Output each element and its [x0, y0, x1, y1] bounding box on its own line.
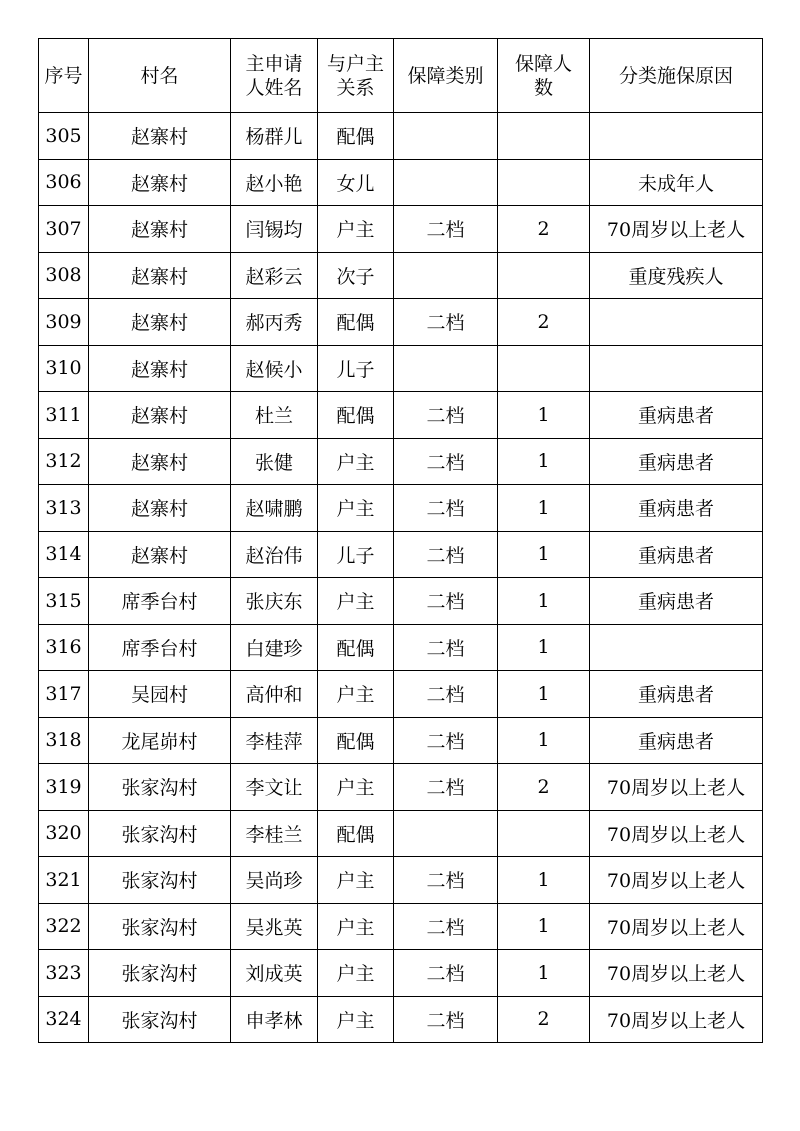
cell-name: 闫锡均 — [231, 206, 318, 253]
table-row — [39, 531, 763, 578]
cell-village: 赵寨村 — [89, 299, 231, 346]
cell-count: 1 — [498, 531, 590, 578]
cell-count: 2 — [498, 996, 590, 1043]
table-row — [39, 764, 763, 811]
cell-category: 二档 — [394, 299, 498, 346]
cell-count: 1 — [498, 392, 590, 439]
cell-relation: 户主 — [318, 857, 394, 904]
cell-relation: 户主 — [318, 671, 394, 718]
header-reason: 分类施保原因 — [590, 39, 763, 113]
cell-reason: 70周岁以上老人 — [590, 764, 763, 811]
table-row — [39, 578, 763, 625]
cell-name: 李文让 — [231, 764, 318, 811]
cell-relation: 户主 — [318, 764, 394, 811]
cell-reason: 重病患者 — [590, 717, 763, 764]
cell-village: 吴园村 — [89, 671, 231, 718]
cell-name: 郝丙秀 — [231, 299, 318, 346]
cell-seq: 312 — [39, 438, 89, 485]
cell-relation: 户主 — [318, 485, 394, 532]
cell-reason: 70周岁以上老人 — [590, 950, 763, 997]
cell-name: 赵小艳 — [231, 159, 318, 206]
cell-count: 2 — [498, 299, 590, 346]
cell-category: 二档 — [394, 996, 498, 1043]
cell-count: 2 — [498, 206, 590, 253]
cell-name: 李桂萍 — [231, 717, 318, 764]
cell-name: 张庆东 — [231, 578, 318, 625]
cell-relation: 配偶 — [318, 717, 394, 764]
cell-relation: 配偶 — [318, 299, 394, 346]
cell-seq: 318 — [39, 717, 89, 764]
cell-village: 赵寨村 — [89, 206, 231, 253]
cell-count: 2 — [498, 764, 590, 811]
table-row — [39, 206, 763, 253]
cell-name: 刘成英 — [231, 950, 318, 997]
cell-reason: 未成年人 — [590, 159, 763, 206]
cell-name: 高仲和 — [231, 671, 318, 718]
cell-relation: 户主 — [318, 206, 394, 253]
cell-village: 赵寨村 — [89, 438, 231, 485]
cell-village: 张家沟村 — [89, 996, 231, 1043]
cell-count: 1 — [498, 857, 590, 904]
cell-seq: 314 — [39, 531, 89, 578]
cell-category: 二档 — [394, 903, 498, 950]
cell-village: 张家沟村 — [89, 950, 231, 997]
table-row — [39, 345, 763, 392]
cell-seq: 320 — [39, 810, 89, 857]
header-seq: 序号 — [39, 39, 89, 113]
table-row — [39, 857, 763, 904]
header-category: 保障类别 — [394, 39, 498, 113]
cell-village: 张家沟村 — [89, 857, 231, 904]
cell-category — [394, 252, 498, 299]
assistance-roster-table — [38, 38, 763, 1043]
cell-count: 1 — [498, 717, 590, 764]
header-relation: 与户主关系 — [318, 39, 394, 113]
cell-count: 1 — [498, 578, 590, 625]
table-row — [39, 485, 763, 532]
table-row — [39, 810, 763, 857]
cell-reason: 70周岁以上老人 — [590, 206, 763, 253]
cell-relation: 户主 — [318, 950, 394, 997]
cell-name: 张健 — [231, 438, 318, 485]
cell-count — [498, 810, 590, 857]
cell-seq: 319 — [39, 764, 89, 811]
cell-name: 吴兆英 — [231, 903, 318, 950]
cell-count — [498, 113, 590, 160]
cell-reason: 重病患者 — [590, 392, 763, 439]
cell-count — [498, 252, 590, 299]
cell-name: 吴尚珍 — [231, 857, 318, 904]
table-row — [39, 392, 763, 439]
cell-category: 二档 — [394, 950, 498, 997]
cell-village: 席季台村 — [89, 624, 231, 671]
cell-relation: 户主 — [318, 996, 394, 1043]
table-row — [39, 438, 763, 485]
cell-count: 1 — [498, 950, 590, 997]
table-row — [39, 996, 763, 1043]
cell-name: 杨群儿 — [231, 113, 318, 160]
header-applicant: 主申请人姓名 — [231, 39, 318, 113]
cell-seq: 324 — [39, 996, 89, 1043]
cell-name: 赵啸鹏 — [231, 485, 318, 532]
cell-count: 1 — [498, 624, 590, 671]
cell-name: 赵彩云 — [231, 252, 318, 299]
cell-category — [394, 810, 498, 857]
cell-reason — [590, 299, 763, 346]
cell-village: 赵寨村 — [89, 345, 231, 392]
cell-name: 李桂兰 — [231, 810, 318, 857]
header-village: 村名 — [89, 39, 231, 113]
cell-reason: 70周岁以上老人 — [590, 903, 763, 950]
cell-seq: 306 — [39, 159, 89, 206]
cell-relation: 户主 — [318, 578, 394, 625]
cell-category — [394, 159, 498, 206]
cell-village: 赵寨村 — [89, 159, 231, 206]
cell-category: 二档 — [394, 438, 498, 485]
table-row — [39, 903, 763, 950]
cell-category: 二档 — [394, 764, 498, 811]
cell-name: 白建珍 — [231, 624, 318, 671]
cell-reason: 重度残疾人 — [590, 252, 763, 299]
cell-relation: 女儿 — [318, 159, 394, 206]
cell-seq: 309 — [39, 299, 89, 346]
cell-relation: 户主 — [318, 438, 394, 485]
cell-category: 二档 — [394, 531, 498, 578]
cell-category: 二档 — [394, 717, 498, 764]
cell-reason: 重病患者 — [590, 671, 763, 718]
cell-relation: 配偶 — [318, 392, 394, 439]
table-row — [39, 252, 763, 299]
cell-relation: 配偶 — [318, 810, 394, 857]
cell-seq: 308 — [39, 252, 89, 299]
cell-name: 赵治伟 — [231, 531, 318, 578]
cell-category: 二档 — [394, 392, 498, 439]
cell-reason: 70周岁以上老人 — [590, 810, 763, 857]
table-row — [39, 717, 763, 764]
cell-relation: 配偶 — [318, 624, 394, 671]
cell-seq: 323 — [39, 950, 89, 997]
table-row — [39, 950, 763, 997]
cell-count — [498, 159, 590, 206]
table-body — [39, 113, 763, 1043]
table-row — [39, 113, 763, 160]
cell-village: 赵寨村 — [89, 113, 231, 160]
cell-seq: 322 — [39, 903, 89, 950]
cell-reason: 重病患者 — [590, 531, 763, 578]
cell-count — [498, 345, 590, 392]
cell-reason: 重病患者 — [590, 438, 763, 485]
cell-reason — [590, 624, 763, 671]
cell-seq: 310 — [39, 345, 89, 392]
cell-category: 二档 — [394, 671, 498, 718]
cell-reason — [590, 345, 763, 392]
cell-village: 席季台村 — [89, 578, 231, 625]
table-row — [39, 624, 763, 671]
header-count: 保障人数 — [498, 39, 590, 113]
cell-seq: 316 — [39, 624, 89, 671]
cell-relation: 儿子 — [318, 345, 394, 392]
cell-village: 龙尾峁村 — [89, 717, 231, 764]
cell-relation: 次子 — [318, 252, 394, 299]
cell-count: 1 — [498, 903, 590, 950]
cell-seq: 313 — [39, 485, 89, 532]
cell-village: 赵寨村 — [89, 485, 231, 532]
cell-reason — [590, 113, 763, 160]
cell-name: 杜兰 — [231, 392, 318, 439]
cell-seq: 321 — [39, 857, 89, 904]
table-row — [39, 671, 763, 718]
cell-category: 二档 — [394, 624, 498, 671]
cell-name: 赵候小 — [231, 345, 318, 392]
cell-category: 二档 — [394, 485, 498, 532]
table-header — [39, 39, 763, 113]
cell-relation: 户主 — [318, 903, 394, 950]
cell-reason: 重病患者 — [590, 578, 763, 625]
cell-category: 二档 — [394, 206, 498, 253]
cell-count: 1 — [498, 671, 590, 718]
cell-reason: 70周岁以上老人 — [590, 857, 763, 904]
cell-relation: 配偶 — [318, 113, 394, 160]
cell-seq: 317 — [39, 671, 89, 718]
cell-seq: 305 — [39, 113, 89, 160]
cell-category: 二档 — [394, 578, 498, 625]
cell-category — [394, 345, 498, 392]
cell-seq: 307 — [39, 206, 89, 253]
cell-village: 赵寨村 — [89, 392, 231, 439]
cell-reason: 70周岁以上老人 — [590, 996, 763, 1043]
cell-category — [394, 113, 498, 160]
cell-seq: 315 — [39, 578, 89, 625]
cell-name: 申孝林 — [231, 996, 318, 1043]
cell-village: 赵寨村 — [89, 252, 231, 299]
cell-relation: 儿子 — [318, 531, 394, 578]
header-row — [39, 39, 763, 113]
cell-village: 张家沟村 — [89, 810, 231, 857]
cell-village: 张家沟村 — [89, 903, 231, 950]
cell-village: 张家沟村 — [89, 764, 231, 811]
cell-category: 二档 — [394, 857, 498, 904]
cell-seq: 311 — [39, 392, 89, 439]
table-row — [39, 299, 763, 346]
cell-count: 1 — [498, 438, 590, 485]
cell-village: 赵寨村 — [89, 531, 231, 578]
cell-reason: 重病患者 — [590, 485, 763, 532]
cell-count: 1 — [498, 485, 590, 532]
table-row — [39, 159, 763, 206]
